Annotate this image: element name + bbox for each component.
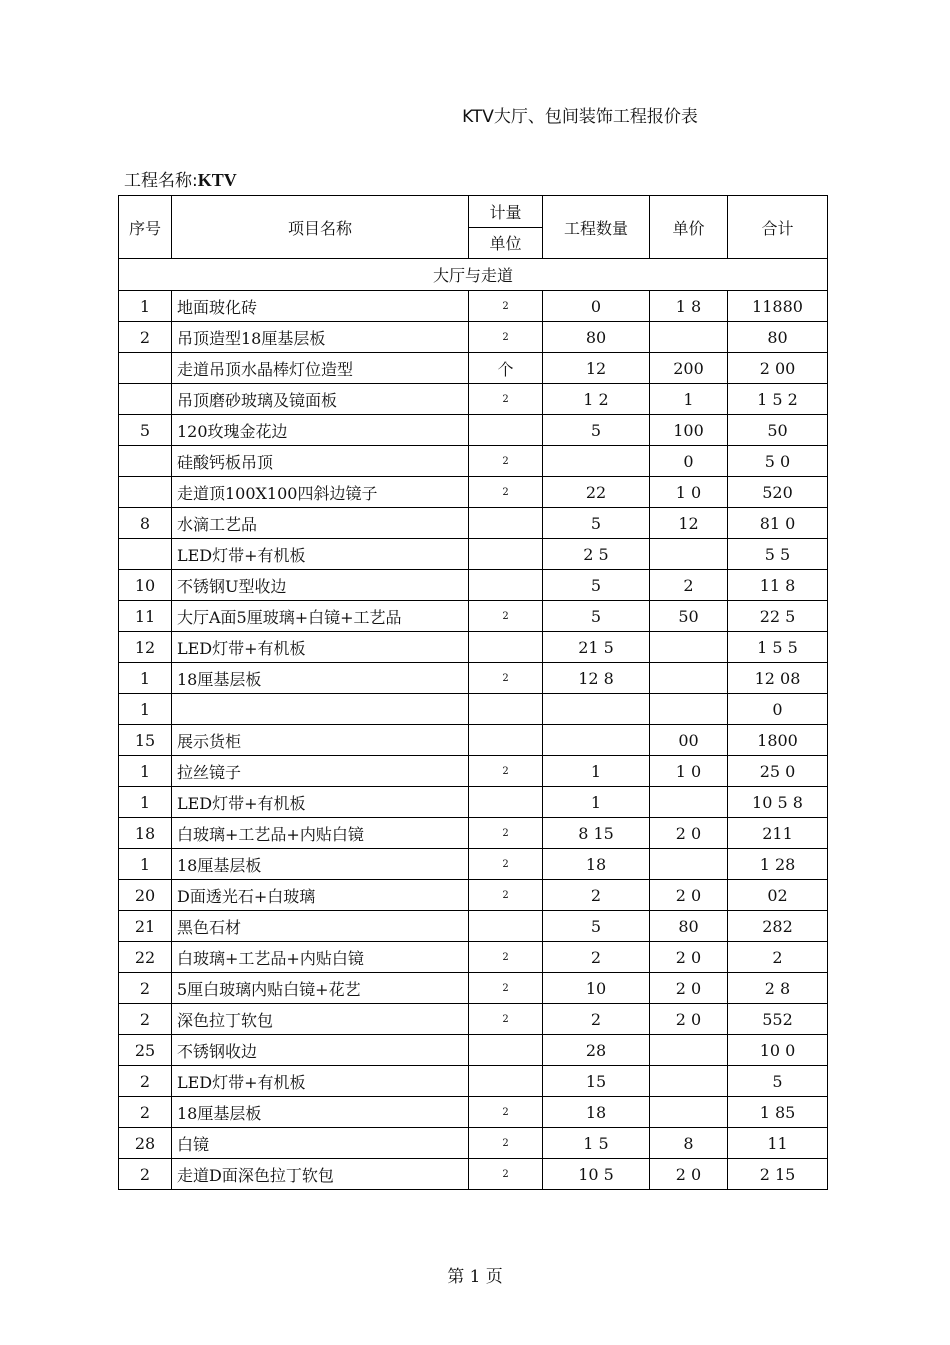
row-qty: 5 (543, 911, 650, 942)
table-row (119, 849, 828, 880)
row-no: 1 (119, 756, 172, 787)
row-unit (469, 570, 543, 601)
row-no: 2 (119, 1097, 172, 1128)
row-price (650, 322, 728, 353)
row-no (119, 446, 172, 477)
row-unit: 2 (469, 663, 543, 694)
row-unit (469, 911, 543, 942)
row-qty: 8 15 (543, 818, 650, 849)
row-qty: 12 (543, 353, 650, 384)
row-price (650, 539, 728, 570)
row-total: 80 (728, 322, 828, 353)
row-price: 2 0 (650, 1004, 728, 1035)
table-row (119, 291, 828, 322)
table-row (119, 415, 828, 446)
row-name: 黑色石材 (172, 911, 469, 942)
quote-table (118, 195, 828, 1190)
table-row (119, 756, 828, 787)
row-no: 12 (119, 632, 172, 663)
row-qty (543, 446, 650, 477)
table-row (119, 353, 828, 384)
row-qty: 5 (543, 601, 650, 632)
table-row (119, 663, 828, 694)
row-unit: 2 (469, 756, 543, 787)
row-name: 白玻璃+工艺品+内贴白镜 (172, 942, 469, 973)
row-price (650, 694, 728, 725)
section-title: 大厅与走道 (119, 259, 828, 291)
row-price: 12 (650, 508, 728, 539)
row-qty: 18 (543, 1097, 650, 1128)
row-name: 吊顶磨砂玻璃及镜面板 (172, 384, 469, 415)
row-total: 1 28 (728, 849, 828, 880)
table-row (119, 1097, 828, 1128)
row-qty: 18 (543, 849, 650, 880)
header-price: 单价 (650, 196, 728, 259)
row-name: 走道顶100X100四斜边镜子 (172, 477, 469, 508)
row-unit: 2 (469, 973, 543, 1004)
row-name: 地面玻化砖 (172, 291, 469, 322)
row-price: 2 (650, 570, 728, 601)
table-row (119, 322, 828, 353)
row-qty: 1 5 (543, 1128, 650, 1159)
row-name: 白玻璃+工艺品+内贴白镜 (172, 818, 469, 849)
row-total: 2 00 (728, 353, 828, 384)
row-qty: 22 (543, 477, 650, 508)
row-unit: 2 (469, 1097, 543, 1128)
table-row (119, 818, 828, 849)
row-qty: 1 2 (543, 384, 650, 415)
row-unit: 2 (469, 477, 543, 508)
row-name: 走道吊顶水晶棒灯位造型 (172, 353, 469, 384)
table-row (119, 539, 828, 570)
row-no (119, 539, 172, 570)
row-qty: 0 (543, 291, 650, 322)
row-unit: 2 (469, 446, 543, 477)
row-price: 100 (650, 415, 728, 446)
row-price: 00 (650, 725, 728, 756)
row-unit (469, 1035, 543, 1066)
row-unit: 2 (469, 849, 543, 880)
row-unit: 2 (469, 818, 543, 849)
row-qty: 10 (543, 973, 650, 1004)
row-price (650, 849, 728, 880)
row-total: 5 5 (728, 539, 828, 570)
row-qty: 21 5 (543, 632, 650, 663)
row-price: 1 (650, 384, 728, 415)
row-name: D面透光石+白玻璃 (172, 880, 469, 911)
table-row (119, 787, 828, 818)
row-no (119, 477, 172, 508)
row-price (650, 787, 728, 818)
row-no: 8 (119, 508, 172, 539)
row-total: 22 5 (728, 601, 828, 632)
table-row (119, 477, 828, 508)
row-price: 0 (650, 446, 728, 477)
row-no: 1 (119, 694, 172, 725)
row-total: 11880 (728, 291, 828, 322)
row-total: 211 (728, 818, 828, 849)
row-name: 18厘基层板 (172, 849, 469, 880)
row-total: 2 8 (728, 973, 828, 1004)
row-total: 0 (728, 694, 828, 725)
row-no: 2 (119, 1066, 172, 1097)
header-unit-top: 计量 (469, 196, 543, 228)
row-no: 10 (119, 570, 172, 601)
row-total: 81 0 (728, 508, 828, 539)
row-name: 走道D面深色拉丁软包 (172, 1159, 469, 1190)
row-name: LED灯带+有机板 (172, 1066, 469, 1097)
row-no: 1 (119, 849, 172, 880)
row-unit: 2 (469, 384, 543, 415)
row-name: 120玫瑰金花边 (172, 415, 469, 446)
row-name: 不锈钢收边 (172, 1035, 469, 1066)
row-no: 25 (119, 1035, 172, 1066)
row-name: 吊顶造型18厘基层板 (172, 322, 469, 353)
table-row (119, 1159, 828, 1190)
header-no: 序号 (119, 196, 172, 259)
row-no: 15 (119, 725, 172, 756)
row-total: 520 (728, 477, 828, 508)
row-price: 2 0 (650, 973, 728, 1004)
row-name: 不锈钢U型收边 (172, 570, 469, 601)
row-total: 1 5 5 (728, 632, 828, 663)
row-unit: 2 (469, 322, 543, 353)
row-total: 5 (728, 1066, 828, 1097)
table-row (119, 880, 828, 911)
row-price: 2 0 (650, 880, 728, 911)
table-row (119, 942, 828, 973)
row-price (650, 1035, 728, 1066)
row-qty: 1 (543, 756, 650, 787)
row-price: 80 (650, 911, 728, 942)
table-body (119, 259, 828, 1190)
table-row (119, 508, 828, 539)
row-unit (469, 508, 543, 539)
row-qty: 5 (543, 508, 650, 539)
row-price: 50 (650, 601, 728, 632)
table-row (119, 384, 828, 415)
row-no: 2 (119, 973, 172, 1004)
row-name: 18厘基层板 (172, 663, 469, 694)
row-name: 大厅A面5厘玻璃+白镜+工艺品 (172, 601, 469, 632)
row-total: 11 (728, 1128, 828, 1159)
row-total: 1 5 2 (728, 384, 828, 415)
row-qty: 12 8 (543, 663, 650, 694)
project-name-line (124, 166, 237, 191)
row-price: 1 0 (650, 477, 728, 508)
row-unit (469, 539, 543, 570)
row-total: 552 (728, 1004, 828, 1035)
row-total: 1 85 (728, 1097, 828, 1128)
row-name: 拉丝镜子 (172, 756, 469, 787)
row-unit: 2 (469, 1004, 543, 1035)
row-price: 2 0 (650, 942, 728, 973)
table-row (119, 570, 828, 601)
row-name (172, 694, 469, 725)
row-qty: 2 5 (543, 539, 650, 570)
page-number: 第 1 页 (447, 1267, 503, 1287)
row-qty: 5 (543, 570, 650, 601)
project-label: 工程名称: (124, 171, 198, 191)
row-unit (469, 1066, 543, 1097)
table-row (119, 694, 828, 725)
row-total: 2 15 (728, 1159, 828, 1190)
row-qty: 1 (543, 787, 650, 818)
row-total: 25 0 (728, 756, 828, 787)
row-unit: 2 (469, 601, 543, 632)
row-qty: 2 (543, 1004, 650, 1035)
row-no: 22 (119, 942, 172, 973)
row-total: 10 5 8 (728, 787, 828, 818)
row-name: LED灯带+有机板 (172, 539, 469, 570)
row-unit (469, 632, 543, 663)
table-row (119, 911, 828, 942)
row-total: 12 08 (728, 663, 828, 694)
row-no: 28 (119, 1128, 172, 1159)
row-name: LED灯带+有机板 (172, 632, 469, 663)
row-no: 1 (119, 663, 172, 694)
row-no (119, 384, 172, 415)
row-qty: 28 (543, 1035, 650, 1066)
row-price: 1 0 (650, 756, 728, 787)
project-name: KTV (197, 170, 237, 190)
table-row (119, 973, 828, 1004)
table-row (119, 725, 828, 756)
row-unit (469, 694, 543, 725)
row-unit: 2 (469, 1159, 543, 1190)
row-no (119, 353, 172, 384)
row-price: 2 0 (650, 818, 728, 849)
table-row (119, 1128, 828, 1159)
row-name: LED灯带+有机板 (172, 787, 469, 818)
row-price: 8 (650, 1128, 728, 1159)
row-unit (469, 415, 543, 446)
table-row (119, 601, 828, 632)
row-price (650, 1066, 728, 1097)
row-qty: 2 (543, 942, 650, 973)
row-qty (543, 725, 650, 756)
row-unit (469, 787, 543, 818)
row-name: 白镜 (172, 1128, 469, 1159)
row-total: 282 (728, 911, 828, 942)
header-total: 合计 (728, 196, 828, 259)
row-qty: 10 5 (543, 1159, 650, 1190)
row-total: 10 0 (728, 1035, 828, 1066)
row-no: 20 (119, 880, 172, 911)
document-title: KTV大厅、包间装饰工程报价表 (462, 107, 698, 127)
row-no: 5 (119, 415, 172, 446)
row-no: 2 (119, 1004, 172, 1035)
row-price (650, 663, 728, 694)
row-no: 1 (119, 291, 172, 322)
row-total: 11 8 (728, 570, 828, 601)
row-name: 深色拉丁软包 (172, 1004, 469, 1035)
row-qty: 80 (543, 322, 650, 353)
row-total: 5 0 (728, 446, 828, 477)
row-total: 2 (728, 942, 828, 973)
row-no: 2 (119, 322, 172, 353)
row-unit (469, 725, 543, 756)
row-qty: 2 (543, 880, 650, 911)
row-price (650, 632, 728, 663)
row-no: 1 (119, 787, 172, 818)
header-name: 项目名称 (172, 196, 469, 259)
row-total: 02 (728, 880, 828, 911)
row-price: 1 8 (650, 291, 728, 322)
row-name: 水滴工艺品 (172, 508, 469, 539)
row-qty (543, 694, 650, 725)
header-unit-bottom: 单位 (469, 227, 543, 259)
table-row (119, 1004, 828, 1035)
row-price: 200 (650, 353, 728, 384)
row-no: 21 (119, 911, 172, 942)
row-unit: 2 (469, 1128, 543, 1159)
row-total: 50 (728, 415, 828, 446)
row-qty: 5 (543, 415, 650, 446)
table-row (119, 446, 828, 477)
row-unit: 2 (469, 291, 543, 322)
row-no: 11 (119, 601, 172, 632)
row-price (650, 1097, 728, 1128)
row-name: 5厘白玻璃内贴白镜+花艺 (172, 973, 469, 1004)
row-name: 展示货柜 (172, 725, 469, 756)
row-name: 18厘基层板 (172, 1097, 469, 1128)
table-row (119, 632, 828, 663)
row-qty: 15 (543, 1066, 650, 1097)
row-unit: 个 (469, 353, 543, 384)
row-no: 18 (119, 818, 172, 849)
table-row (119, 1035, 828, 1066)
row-total: 1800 (728, 725, 828, 756)
row-unit: 2 (469, 880, 543, 911)
table-row (119, 1066, 828, 1097)
row-no: 2 (119, 1159, 172, 1190)
row-price: 2 0 (650, 1159, 728, 1190)
row-unit: 2 (469, 942, 543, 973)
row-name: 硅酸钙板吊顶 (172, 446, 469, 477)
header-qty: 工程数量 (543, 196, 650, 259)
